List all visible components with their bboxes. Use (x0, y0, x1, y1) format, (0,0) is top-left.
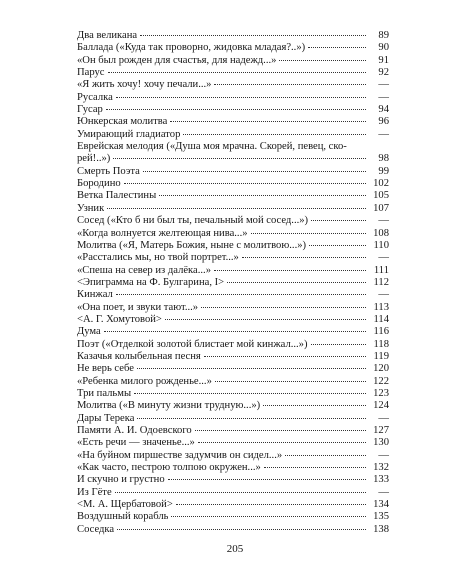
toc-entry-title: «Ребенка милого рожденье...» (77, 375, 212, 387)
toc-entry-title: «Он был рожден для счастья, для надежд...» (77, 54, 277, 66)
toc-entry-title: Умирающий гладиатор (77, 128, 181, 140)
toc-entry-page: — (378, 412, 389, 424)
toc-entry-title: Дума (77, 326, 101, 338)
dot-leader (309, 245, 366, 246)
toc-entry (77, 339, 389, 351)
toc-entry-page: 119 (373, 350, 389, 362)
toc-entry-title: «На буйном пиршестве задумчив он сидел...» (77, 449, 283, 461)
toc-entry (77, 437, 389, 449)
toc-entry (77, 462, 389, 474)
toc-entry (77, 178, 389, 190)
toc-entry-title: рей!..») (77, 153, 111, 165)
toc-entry-title: Казачья колыбельная песня (77, 350, 201, 362)
dot-leader (104, 331, 366, 332)
toc-entry-title: Ветка Палестины (77, 190, 157, 202)
toc-entry-title: <Эпиграмма на Ф. Булгарина, I> (77, 276, 225, 288)
dot-leader (107, 208, 366, 209)
dot-leader (143, 171, 366, 172)
toc-entry-page: 107 (373, 202, 389, 214)
toc-entry-title: Памяти А. И. Одоевского (77, 425, 192, 436)
toc-entry-title: «Она поет, и звуки тают...» (77, 301, 199, 313)
toc-entry-page: 91 (378, 54, 389, 66)
dot-leader (113, 158, 366, 159)
toc-entry (77, 42, 389, 54)
toc-entry-title: Три пальмы (77, 387, 132, 399)
toc-entry (77, 474, 389, 486)
table-of-contents (77, 30, 389, 536)
toc-entry (77, 228, 389, 240)
dot-leader (170, 121, 366, 122)
toc-entry-title: <М. А. Щербатовой> (77, 499, 173, 511)
toc-entry-title: Воздушный корабль (77, 511, 169, 523)
toc-entry (77, 499, 389, 511)
toc-entry (77, 55, 389, 67)
toc-entry-page: — (378, 79, 389, 91)
toc-entry-title: Узник (77, 202, 105, 214)
toc-entry-title: Соседка (77, 523, 115, 535)
toc-entry (77, 129, 389, 141)
toc-entry (77, 215, 389, 227)
toc-entry (77, 413, 389, 425)
toc-entry-title: Кинжал (77, 289, 113, 301)
toc-entry (77, 277, 389, 289)
toc-entry-title: «Спеша на север из далёка...» (77, 264, 211, 276)
dot-leader (285, 455, 366, 456)
toc-entry-page: 113 (373, 301, 389, 313)
toc-entry-title: Сосед («Кто б ни был ты, печальный мой сосед...») (77, 215, 309, 227)
toc-entry (77, 79, 389, 91)
toc-entry (77, 92, 389, 104)
toc-entry (77, 450, 389, 462)
toc-entry (77, 166, 389, 178)
toc-entry-page: 89 (378, 30, 389, 41)
dot-leader (140, 35, 366, 36)
dot-leader (204, 356, 366, 357)
toc-entry-page: 116 (373, 326, 389, 338)
dot-leader (198, 442, 366, 443)
dot-leader (137, 368, 366, 369)
dot-leader (214, 270, 366, 271)
toc-entry-title: Молитва («Я, Матерь Божия, ныне с молитвою...») (77, 239, 307, 251)
toc-entry (77, 240, 389, 252)
toc-entry-page: 135 (373, 511, 389, 523)
dot-leader (263, 405, 366, 406)
toc-entry-page: — (378, 128, 389, 140)
toc-entry-page: 124 (373, 400, 389, 412)
dot-leader (183, 134, 366, 135)
toc-entry-page: 105 (373, 190, 389, 202)
toc-entry-title: Два великана (77, 30, 138, 41)
toc-entry-title: Дары Терека (77, 412, 135, 424)
toc-entry-page: 102 (373, 178, 389, 190)
toc-entry-title: Еврейская мелодия («Душа моя мрачна. Скорей, певец, ско- (77, 141, 347, 153)
toc-entry-title: Баллада («Куда так проворно, жидовка младая?..») (77, 42, 306, 54)
toc-entry-page: 98 (378, 153, 389, 165)
toc-entry-page: 130 (373, 437, 389, 449)
dot-leader (242, 257, 366, 258)
dot-leader (308, 47, 366, 48)
dot-leader (214, 84, 366, 85)
toc-entry-page: — (378, 215, 389, 227)
toc-entry-page: 127 (373, 425, 389, 436)
page-number-footer: 205 (226, 543, 244, 555)
toc-entry-title: «Расстались мы, но твой портрет...» (77, 252, 239, 264)
toc-entry (77, 104, 389, 116)
dot-leader (176, 504, 366, 505)
dot-leader (116, 294, 366, 295)
toc-entry (77, 314, 389, 326)
dot-leader (311, 220, 366, 221)
toc-entry-page: 132 (373, 462, 389, 474)
toc-entry (77, 351, 389, 363)
toc-entry-page: — (378, 91, 389, 103)
toc-entry (77, 141, 389, 153)
toc-entry-title: Молитва («В минуту жизни трудную...») (77, 400, 261, 412)
toc-entry-page: 120 (373, 363, 389, 375)
dot-leader (264, 467, 366, 468)
toc-entry-page: 122 (373, 375, 389, 387)
dot-leader (227, 282, 366, 283)
toc-entry-title: Смерть Поэта (77, 165, 140, 177)
toc-entry-page: 96 (378, 116, 389, 128)
toc-entry-page: 138 (373, 523, 389, 535)
toc-entry (77, 400, 389, 412)
dot-leader (108, 72, 366, 73)
dot-leader (311, 344, 367, 345)
toc-entry (77, 190, 389, 202)
toc-entry-page: 99 (378, 165, 389, 177)
toc-entry-title: Поэт («Отделкой золотой блистает мой кинжал...») (77, 338, 308, 350)
toc-entry (77, 302, 389, 314)
toc-entry-title: «Есть речи — значенье...» (77, 437, 195, 449)
toc-entry-page: 112 (373, 276, 389, 288)
toc-entry-page: 92 (378, 67, 389, 79)
dot-leader (201, 307, 366, 308)
toc-entry (77, 326, 389, 338)
dot-leader (195, 430, 366, 431)
dot-leader (165, 319, 366, 320)
dot-leader (279, 60, 366, 61)
toc-entry-page: 123 (373, 387, 389, 399)
dot-leader (171, 516, 366, 517)
toc-entry-title: Из Гёте (77, 486, 112, 498)
toc-entry-title: «Когда волнуется желтеющая нива...» (77, 227, 248, 239)
toc-entry (77, 116, 389, 128)
toc-entry-page: — (378, 486, 389, 498)
dot-leader (115, 492, 366, 493)
dot-leader (251, 233, 366, 234)
toc-entry-title: «Я жить хочу! хочу печали...» (77, 79, 212, 91)
dot-leader (124, 183, 366, 184)
toc-entry-page: 134 (373, 499, 389, 511)
toc-entry-title: Не верь себе (77, 363, 134, 375)
toc-entry-page: 114 (373, 313, 389, 325)
toc-entry-page: 108 (373, 227, 389, 239)
toc-entry-title: Парус (77, 67, 105, 79)
toc-entry (77, 388, 389, 400)
toc-entry (77, 67, 389, 79)
toc-entry-page: 118 (373, 338, 389, 350)
toc-entry-page: 94 (378, 104, 389, 116)
dot-leader (168, 479, 366, 480)
toc-entry-page: 111 (373, 264, 389, 276)
toc-entry-title: Русалка (77, 91, 113, 103)
toc-entry-title: Бородино (77, 178, 121, 190)
toc-entry (77, 425, 389, 437)
toc-entry (77, 376, 389, 388)
toc-entry-page: — (378, 289, 389, 301)
toc-entry-page: 110 (373, 239, 389, 251)
toc-entry (77, 153, 389, 165)
toc-entry (77, 511, 389, 523)
toc-entry-page: 90 (378, 42, 389, 54)
toc-entry-page: — (378, 252, 389, 264)
toc-entry (77, 203, 389, 215)
toc-entry-page: — (378, 449, 389, 461)
dot-leader (116, 97, 366, 98)
toc-entry-title: Юнкерская молитва (77, 116, 168, 128)
toc-entry (77, 252, 389, 264)
toc-entry (77, 487, 389, 499)
toc-entry (77, 524, 389, 536)
dot-leader (215, 381, 366, 382)
toc-entry (77, 265, 389, 277)
toc-entry-title: «Как часто, пестрою толпою окружен...» (77, 462, 261, 474)
toc-entry-title: Гусар (77, 104, 103, 116)
dot-leader (106, 109, 366, 110)
toc-entry (77, 30, 389, 42)
dot-leader (159, 195, 366, 196)
dot-leader (137, 418, 366, 419)
toc-entry (77, 289, 389, 301)
dot-leader (117, 529, 366, 530)
toc-entry-title: И скучно и грустно (77, 474, 165, 486)
toc-entry (77, 363, 389, 375)
toc-entry-page: 133 (373, 474, 389, 486)
toc-entry-title: <А. Г. Хомутовой> (77, 313, 162, 325)
dot-leader (134, 393, 366, 394)
